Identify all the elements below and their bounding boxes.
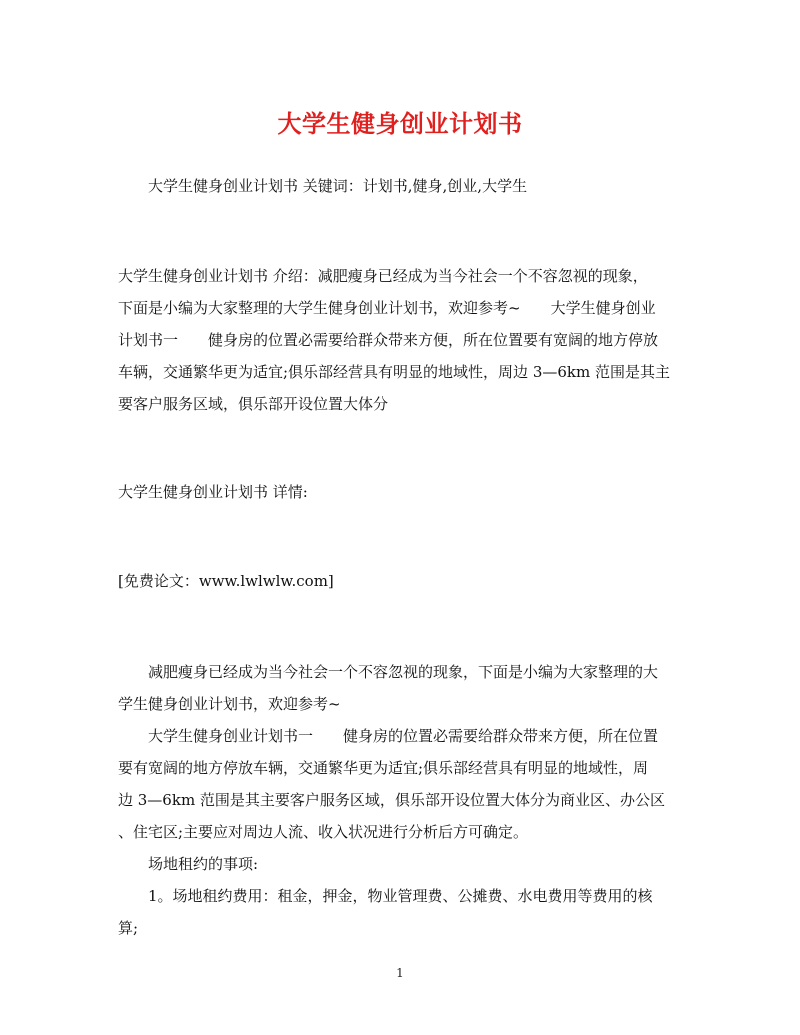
intro-line: 大学生健身创业计划书 介绍：减肥瘦身已经成为当今社会一个不容忽视的现象，: [118, 267, 648, 285]
body-paragraph-line: 要有宽阔的地方停放车辆，交通繁华更为适宜;俱乐部经营具有明显的地域性，周: [118, 759, 649, 777]
body-paragraph-line: 大学生健身创业计划书一 健身房的位置必需要给群众带来方便，所在位置: [148, 727, 659, 745]
page-title: 大学生健身创业计划书: [277, 110, 523, 138]
keywords-line: 大学生健身创业计划书 关键词：计划书,健身,创业,大学生: [148, 177, 528, 195]
body-paragraph-line: 学生健身创业计划书，欢迎参考~: [118, 695, 341, 713]
details-label: 大学生健身创业计划书 详情:: [118, 483, 308, 501]
site-rent-item: 1。场地租约费用：租金，押金，物业管理费、公摊费、水电费用等费用的核: [148, 887, 653, 905]
intro-line: 计划书一 健身房的位置必需要给群众带来方便，所在位置要有宽阔的地方停放: [118, 331, 659, 349]
intro-line: 要客户服务区域，俱乐部开设位置大体分: [118, 395, 389, 413]
body-paragraph-line: 减肥瘦身已经成为当今社会一个不容忽视的现象，下面是小编为大家整理的大: [148, 663, 659, 681]
intro-line: 车辆，交通繁华更为适宜;俱乐部经营具有明显的地域性，周边 3—6km 范围是其主: [118, 363, 670, 381]
intro-line: 下面是小编为大家整理的大学生健身创业计划书，欢迎参考~ 大学生健身创业: [118, 299, 656, 317]
site-rent-item: 算;: [118, 919, 139, 937]
page-number: 1: [396, 966, 404, 980]
site-rent-heading: 场地租约的事项:: [148, 855, 259, 873]
free-paper-link: [免费论文：www.lwlwlw.com]: [118, 572, 334, 590]
body-paragraph-line: 、住宅区;主要应对周边人流、收入状况进行分析后方可确定。: [118, 823, 529, 841]
body-paragraph-line: 边 3—6km 范围是其主要客户服务区域，俱乐部开设位置大体分为商业区、办公区: [118, 791, 665, 809]
